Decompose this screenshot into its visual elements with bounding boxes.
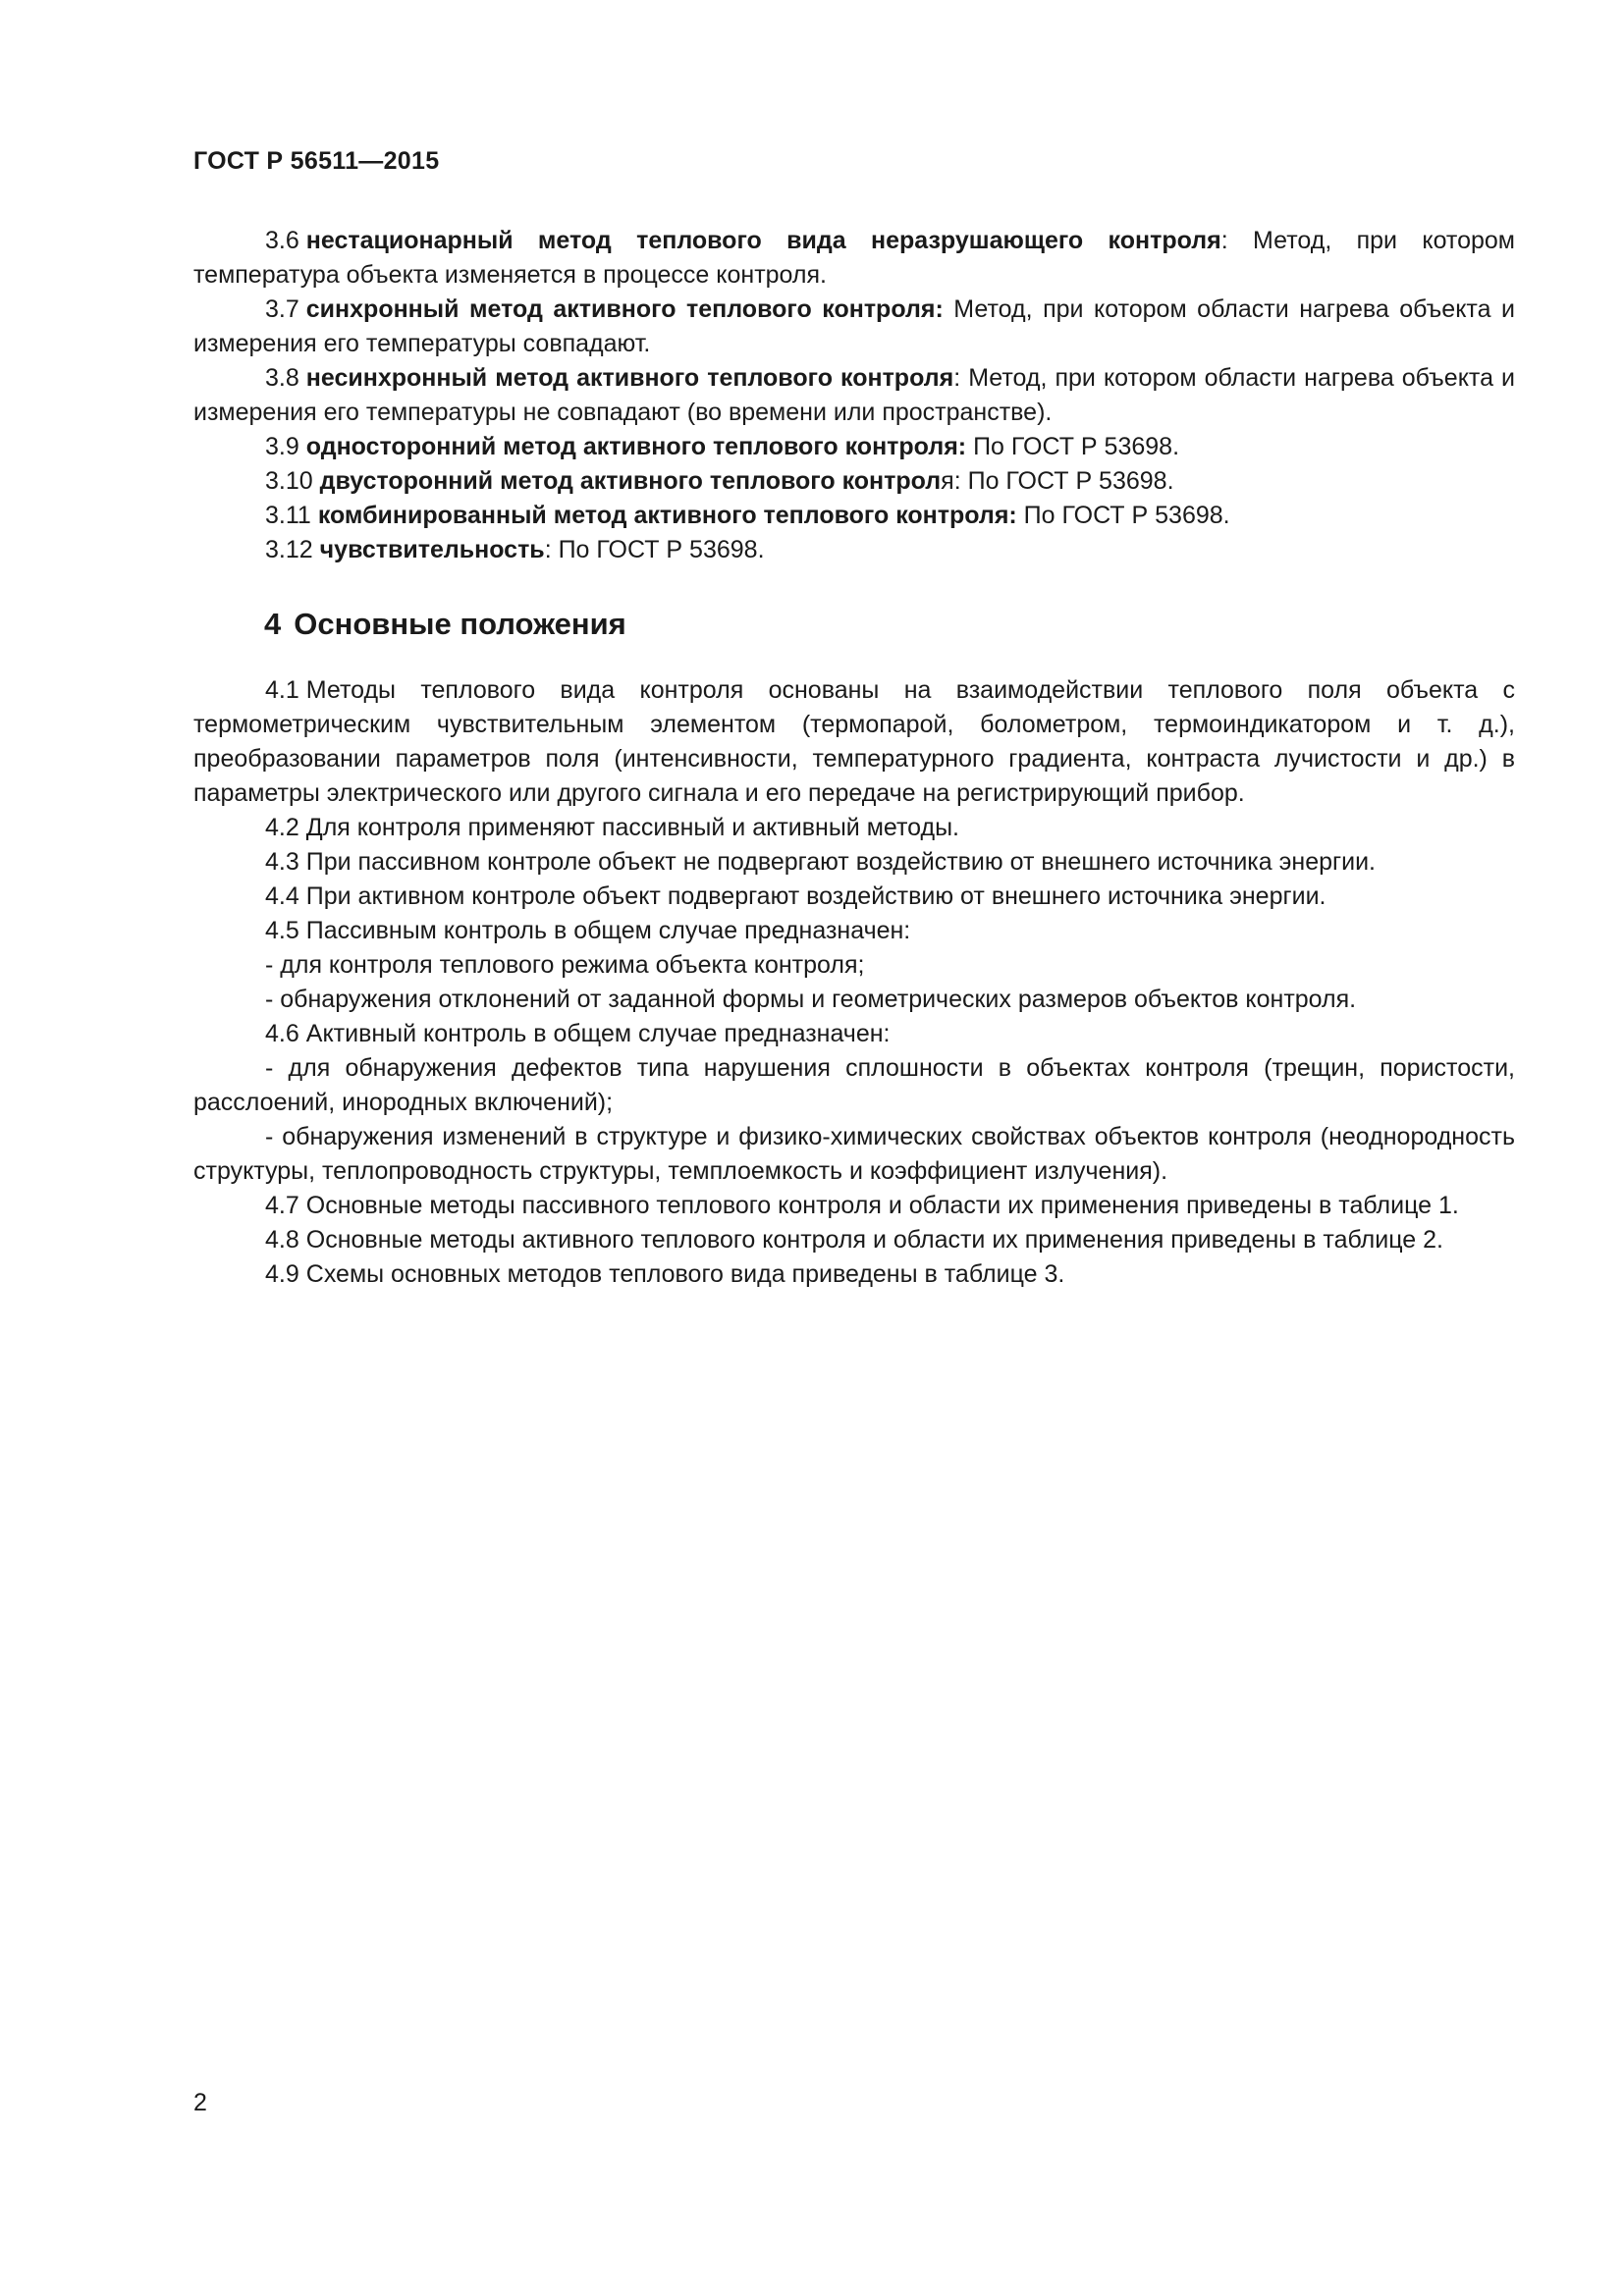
paragraph-text: Пассивным контроль в общем случае предназначен: xyxy=(305,917,911,944)
list-item-text: - для контроля теплового режима объекта контроля; xyxy=(265,951,865,979)
paragraph-4-9 xyxy=(193,1257,1515,1292)
definition-text: По ГОСТ Р 53698. xyxy=(551,536,765,563)
list-item xyxy=(193,983,1515,1017)
definition-text: Метод, при котором области нагрева объекта и измерения его температуры совпадают. xyxy=(193,295,1515,357)
list-item xyxy=(193,948,1515,983)
clause-number: 3.10 xyxy=(265,467,313,495)
paragraph-4-2 xyxy=(193,811,1515,845)
clause-number: 3.7 xyxy=(265,295,299,323)
clause-number: 4.6 xyxy=(265,1020,299,1047)
term: нестационарный метод теплового вида неразрушающего контроля xyxy=(305,227,1221,254)
definition-text: По ГОСТ Р 53698. xyxy=(960,467,1174,495)
definition-text: Метод, при котором температура объекта изменяется в процессе контроля. xyxy=(193,227,1515,289)
term-separator: : xyxy=(544,536,552,563)
term: синхронный метод активного теплового контроля: xyxy=(305,295,944,323)
clause-number: 4.9 xyxy=(265,1260,299,1288)
clause-number: 3.11 xyxy=(265,502,311,529)
term-separator: : xyxy=(953,364,961,392)
section-title: Основные положения xyxy=(294,607,626,641)
list-item-text: - для обнаружения дефектов типа нарушения сплошности в объектах контроля (трещин, пористости, расслоений, инородных включений); xyxy=(193,1054,1515,1116)
clause-number: 4.1 xyxy=(265,676,299,704)
definition-text: Метод, при котором области нагрева объекта и измерения его температуры не совпадают (во времени или пространстве). xyxy=(193,364,1515,426)
definition-3-11 xyxy=(193,499,1515,533)
list-item xyxy=(193,1120,1515,1189)
paragraph-text: Для контроля применяют пассивный и активный методы. xyxy=(305,814,959,841)
paragraph-text: Активный контроль в общем случае предназначен: xyxy=(305,1020,891,1047)
paragraph-4-5 xyxy=(193,914,1515,948)
clause-number: 4.2 xyxy=(265,814,299,841)
term-separator: : xyxy=(1220,227,1228,254)
list-item-text: - обнаружения изменений в структуре и физико-химических свойствах объектов контроля (неоднородность структуры, теплопроводность структуры, темплоемкость и коэффициент излучения). xyxy=(193,1123,1515,1185)
paragraph-text: Основные методы пассивного теплового контроля и области их применения приведены в таблице 1. xyxy=(305,1192,1459,1219)
document-body xyxy=(193,224,1515,1292)
clause-number: 3.9 xyxy=(265,433,299,460)
definition-text: По ГОСТ Р 53698. xyxy=(1016,502,1230,529)
definition-3-12 xyxy=(193,533,1515,567)
paragraph-4-4 xyxy=(193,880,1515,914)
term: чувствительность xyxy=(319,536,545,563)
section-number: 4 xyxy=(264,607,282,641)
clause-number: 4.4 xyxy=(265,882,299,910)
paragraph-4-6 xyxy=(193,1017,1515,1051)
section-heading xyxy=(264,607,1515,642)
paragraph-4-8 xyxy=(193,1223,1515,1257)
paragraph-text: Схемы основных методов теплового вида приведены в таблице 3. xyxy=(305,1260,1065,1288)
term: двусторонний метод активного теплового контрол xyxy=(319,467,942,495)
page-number: 2 xyxy=(193,2089,207,2116)
paragraph-text: При активном контроле объект подвергают воздействию от внешнего источника энергии. xyxy=(305,882,1326,910)
paragraph-text: Методы теплового вида контроля основаны на взаимодействии теплового поля объекта с термометрическим чувствительным элементом (термопарой, болометром, термоиндикатором и т. д.), преобразовании параметров поля (интенсивности, температурного градиента, контраста лучистости и др.) в параметры электрического или другого сигнала и его передаче на регистрирующий прибор. xyxy=(193,676,1515,807)
paragraph-4-3 xyxy=(193,845,1515,880)
definition-3-9 xyxy=(193,430,1515,464)
definition-text: По ГОСТ Р 53698. xyxy=(966,433,1180,460)
clause-number: 4.3 xyxy=(265,848,299,876)
definition-3-7 xyxy=(193,293,1515,361)
paragraph-text: При пассивном контроле объект не подвергают воздействию от внешнего источника энергии. xyxy=(305,848,1376,876)
paragraph-4-7 xyxy=(193,1189,1515,1223)
term: несинхронный метод активного теплового контроля xyxy=(305,364,954,392)
clause-number: 4.8 xyxy=(265,1226,299,1254)
term-separator: я: xyxy=(941,467,961,495)
clause-number: 3.12 xyxy=(265,536,313,563)
term: комбинированный метод активного теплового контроля: xyxy=(317,502,1017,529)
definition-3-6 xyxy=(193,224,1515,293)
paragraph-text: Основные методы активного теплового контроля и области их применения приведены в таблице 2. xyxy=(305,1226,1443,1254)
list-item-text: - обнаружения отклонений от заданной формы и геометрических размеров объектов контроля. xyxy=(265,986,1357,1013)
term: односторонний метод активного теплового контроля: xyxy=(305,433,967,460)
clause-number: 4.5 xyxy=(265,917,299,944)
definition-3-8 xyxy=(193,361,1515,430)
clause-number: 4.7 xyxy=(265,1192,299,1219)
clause-number: 3.6 xyxy=(265,227,299,254)
paragraph-4-1 xyxy=(193,673,1515,811)
definition-3-10 xyxy=(193,464,1515,499)
document-header: ГОСТ Р 56511—2015 xyxy=(193,147,440,175)
clause-number: 3.8 xyxy=(265,364,299,392)
list-item xyxy=(193,1051,1515,1120)
